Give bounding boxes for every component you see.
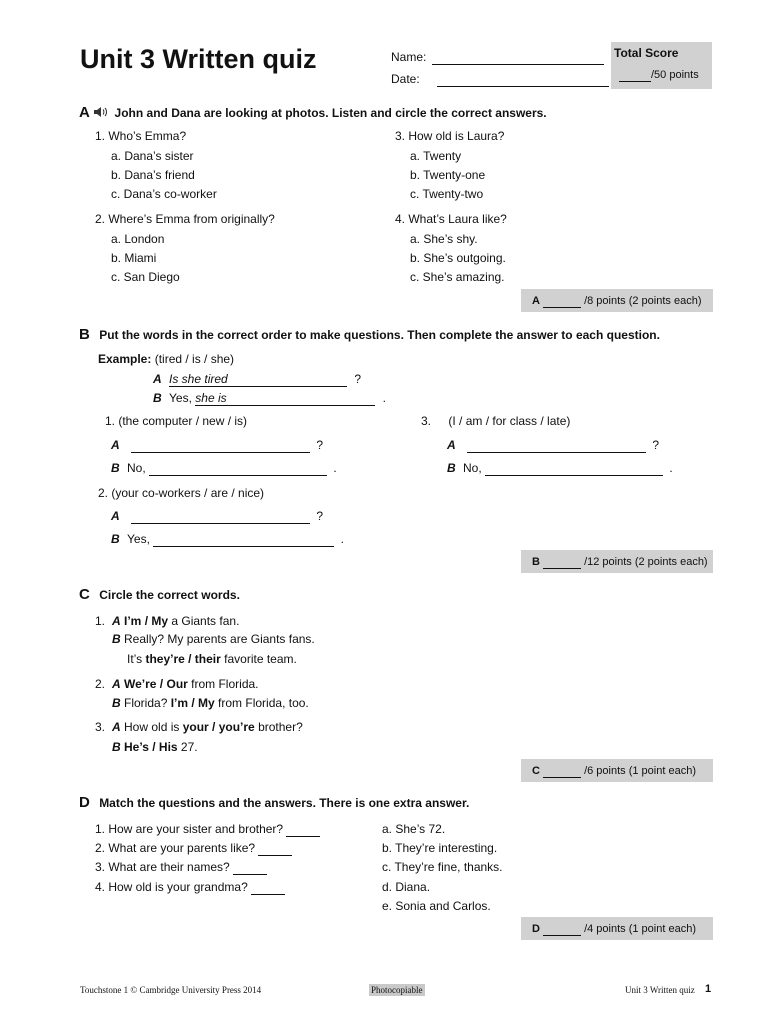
date-line	[437, 72, 609, 87]
c-item-3-number: 3.	[95, 720, 106, 734]
example-a-line	[153, 372, 361, 387]
a-q4-option-b[interactable]: b. She’s outgoing.	[410, 251, 506, 265]
b-q2-b-blank[interactable]	[153, 532, 334, 547]
b-q3-words: (I / am / for class / late)	[448, 414, 571, 428]
d-answer-e: e. Sonia and Carlos.	[382, 899, 491, 913]
b-q3-a-qmark: ?	[652, 438, 660, 452]
b-question-1: 1. (the computer / new / is)	[105, 414, 248, 428]
d-answer-a: a. She’s 72.	[382, 822, 446, 836]
c3-speaker-b: B	[112, 740, 121, 754]
section-b-points-text: /12 points (2 points each)	[584, 556, 708, 568]
b-q3-a-line[interactable]	[447, 438, 659, 453]
section-d-points-blank	[543, 923, 581, 936]
total-score-blank	[619, 69, 651, 82]
c1-text: a Giants fan.	[168, 614, 240, 628]
section-c-instruction: Circle the correct words.	[99, 588, 240, 602]
section-b-instruction: Put the words in the correct order to make questions. Then complete the answer to each question.	[99, 328, 660, 342]
c2-reply-post: from Florida, too.	[214, 696, 309, 710]
b-q3-b-period: .	[669, 461, 673, 475]
d-question-3-text: 3. What are their names?	[95, 860, 230, 874]
c-item-2-line-a	[112, 677, 259, 691]
a-q1-option-a[interactable]: a. Dana’s sister	[111, 149, 194, 163]
section-d-points-letter: D	[532, 923, 540, 935]
c-item-1-number: 1.	[95, 614, 106, 628]
b-q3-no-prefix: No,	[463, 461, 482, 475]
a-q3-option-c[interactable]: c. Twenty-two	[410, 187, 484, 201]
date-label: Date:	[391, 72, 420, 86]
c1-reply-2-pre: It’s	[127, 652, 146, 666]
d-question-3-blank[interactable]	[233, 860, 267, 875]
section-c-header	[79, 586, 240, 603]
section-a-points-box[interactable]	[521, 289, 713, 312]
example-words: (tired / is / she)	[154, 352, 235, 366]
section-a-points-blank	[543, 295, 581, 308]
section-a-header	[79, 104, 547, 121]
a-q2-option-a[interactable]: a. London	[111, 232, 165, 246]
section-c-points-letter: C	[532, 765, 540, 777]
example-speaker-a: A	[153, 372, 162, 386]
example-a-answer-line	[169, 372, 347, 387]
total-score-field[interactable]	[619, 69, 699, 82]
section-c-points-blank	[543, 765, 581, 778]
c2-text: from Florida.	[187, 677, 259, 691]
c2-speaker-a: A	[112, 677, 121, 691]
c-item-2-line-b	[112, 696, 309, 710]
b-q2-a-qmark: ?	[316, 509, 324, 523]
example-a-qmark: ?	[354, 372, 362, 386]
c1-reply-choice[interactable]: they’re / their	[145, 652, 221, 666]
c-item-2-number: 2.	[95, 677, 106, 691]
b-q1-speaker-b: B	[111, 461, 120, 475]
section-c-points-text: /6 points (1 point each)	[584, 765, 696, 777]
b-q2-speaker-a: A	[111, 509, 120, 523]
d-answer-c: c. They’re fine, thanks.	[382, 860, 503, 874]
b-q3-b-line[interactable]	[447, 461, 673, 476]
c1-reply: Really? My parents are Giants fans.	[124, 632, 315, 646]
speaker-icon[interactable]	[93, 106, 109, 118]
d-answer-d: d. Diana.	[382, 880, 431, 894]
a-q4-option-a[interactable]: a. She’s shy.	[410, 232, 478, 246]
c1-reply-2-post: favorite team.	[220, 652, 297, 666]
name-label: Name:	[391, 50, 427, 64]
example-line	[98, 352, 234, 366]
section-c-letter: C	[79, 586, 90, 603]
a-q4-option-c[interactable]: c. She’s amazing.	[410, 270, 505, 284]
d-answer-b: b. They’re interesting.	[382, 841, 498, 855]
b-q1-b-period: .	[333, 461, 337, 475]
total-score-label: Total Score	[614, 46, 679, 60]
d-question-4	[95, 880, 285, 895]
b-q2-yes-prefix: Yes,	[127, 532, 150, 546]
c1-choice[interactable]: I’m / My	[124, 614, 169, 628]
footer-page-number: 1	[705, 983, 712, 995]
b-q3-speaker-a: A	[447, 438, 456, 452]
b-q1-a-qmark: ?	[316, 438, 324, 452]
c3-reply-post: 27.	[177, 740, 198, 754]
section-b-points-box[interactable]	[521, 550, 713, 573]
example-b-line	[153, 391, 386, 406]
d-question-2-blank[interactable]	[258, 841, 292, 856]
section-d-points-text: /4 points (1 point each)	[584, 923, 696, 935]
b-q3-speaker-b: B	[447, 461, 456, 475]
c2-choice[interactable]: We’re / Our	[124, 677, 188, 691]
b-q2-b-line[interactable]	[111, 532, 344, 547]
total-score-points: /50 points	[651, 69, 699, 81]
b-q1-a-blank[interactable]	[131, 438, 310, 453]
footer-copyright: Touchstone 1 © Cambridge University Press 2014	[80, 985, 262, 995]
c3-reply-choice[interactable]: He’s / His	[124, 740, 178, 754]
section-a-letter: A	[79, 104, 90, 121]
a-q1-option-c[interactable]: c. Dana’s co-worker	[111, 187, 217, 201]
section-d-letter: D	[79, 794, 90, 811]
example-speaker-b: B	[153, 391, 162, 405]
section-a-instruction: John and Dana are looking at photos. Listen and circle the correct answers.	[114, 106, 547, 120]
b-q2-speaker-b: B	[111, 532, 120, 546]
section-c-points-box[interactable]	[521, 759, 713, 782]
b-q3-a-blank[interactable]	[467, 438, 646, 453]
footer-photocopiable	[369, 985, 425, 995]
c3-choice[interactable]: your / you’re	[182, 720, 255, 734]
footer-unit-title: Unit 3 Written quiz	[625, 985, 695, 995]
d-question-1-blank[interactable]	[286, 822, 320, 837]
d-question-3	[95, 860, 267, 875]
example-label: Example:	[98, 352, 152, 366]
section-b-points-letter: B	[532, 556, 540, 568]
name-line	[432, 50, 604, 65]
b-q1-b-line[interactable]	[111, 461, 337, 476]
c3-speaker-a: A	[112, 720, 121, 734]
c1-speaker-a: A	[112, 614, 121, 628]
a-q3-option-b[interactable]: b. Twenty-one	[410, 168, 486, 182]
example-b-period: .	[382, 391, 386, 405]
c-item-3-line-a	[112, 720, 303, 734]
b-q3-b-blank[interactable]	[485, 461, 663, 476]
section-a-points-text: /8 points (2 points each)	[584, 295, 702, 307]
example-b-prefix: Yes,	[169, 391, 192, 405]
c-item-3-line-b	[112, 740, 198, 754]
section-d-header	[79, 794, 469, 811]
b-q2-b-period: .	[340, 532, 344, 546]
b-q1-no-prefix: No,	[127, 461, 146, 475]
a-question-1: 1. Who’s Emma?	[95, 129, 187, 143]
total-score-box	[611, 42, 712, 89]
example-a-answer: Is she tired	[169, 372, 228, 386]
d-question-2	[95, 841, 292, 856]
a-q2-option-c[interactable]: c. San Diego	[111, 270, 180, 284]
photocopiable-badge: Photocopiable	[371, 985, 423, 995]
a-q1-option-b[interactable]: b. Dana’s friend	[111, 168, 195, 182]
b-question-3	[421, 414, 570, 428]
c-item-1-line-b	[112, 632, 315, 646]
section-a-points-letter: A	[532, 295, 540, 307]
b-q1-b-blank[interactable]	[149, 461, 327, 476]
c-item-1-line-c	[127, 652, 297, 666]
section-d-instruction: Match the questions and the answers. There is one extra answer.	[99, 796, 470, 810]
page-title: Unit 3 Written quiz	[80, 44, 317, 74]
c1-speaker-b: B	[112, 632, 121, 646]
section-b-header	[79, 326, 660, 343]
a-question-3: 3. How old is Laura?	[395, 129, 505, 143]
a-question-4: 4. What’s Laura like?	[395, 212, 507, 226]
b-q1-a-line[interactable]	[111, 438, 323, 453]
d-question-4-blank[interactable]	[251, 880, 285, 895]
d-question-2-text: 2. What are your parents like?	[95, 841, 256, 855]
section-b-points-blank	[543, 556, 581, 569]
c-item-1-line-a	[112, 614, 239, 628]
date-field[interactable]	[391, 72, 609, 87]
c2-reply-pre: Florida?	[124, 696, 171, 710]
a-question-2: 2. Where’s Emma from originally?	[95, 212, 275, 226]
c2-reply-choice[interactable]: I’m / My	[170, 696, 215, 710]
c2-speaker-b: B	[112, 696, 121, 710]
d-question-1-text: 1. How are your sister and brother?	[95, 822, 284, 836]
b-question-2: 2. (your co-workers / are / nice)	[98, 486, 265, 500]
a-q2-option-b[interactable]: b. Miami	[111, 251, 157, 265]
d-question-1	[95, 822, 320, 837]
section-b-letter: B	[79, 326, 90, 343]
a-q3-option-a[interactable]: a. Twenty	[410, 149, 462, 163]
c3-text-pre: How old is	[124, 720, 183, 734]
example-b-answer: she is	[195, 391, 227, 405]
b-q2-a-blank[interactable]	[131, 509, 310, 524]
name-field[interactable]	[391, 50, 604, 65]
d-question-4-text: 4. How old is your grandma?	[95, 880, 248, 894]
section-d-points-box[interactable]	[521, 917, 713, 940]
c3-text-post: brother?	[254, 720, 303, 734]
b-q1-speaker-a: A	[111, 438, 120, 452]
example-b-answer-line	[195, 391, 375, 406]
b-q3-number: 3.	[421, 414, 432, 428]
b-q2-a-line[interactable]	[111, 509, 323, 524]
